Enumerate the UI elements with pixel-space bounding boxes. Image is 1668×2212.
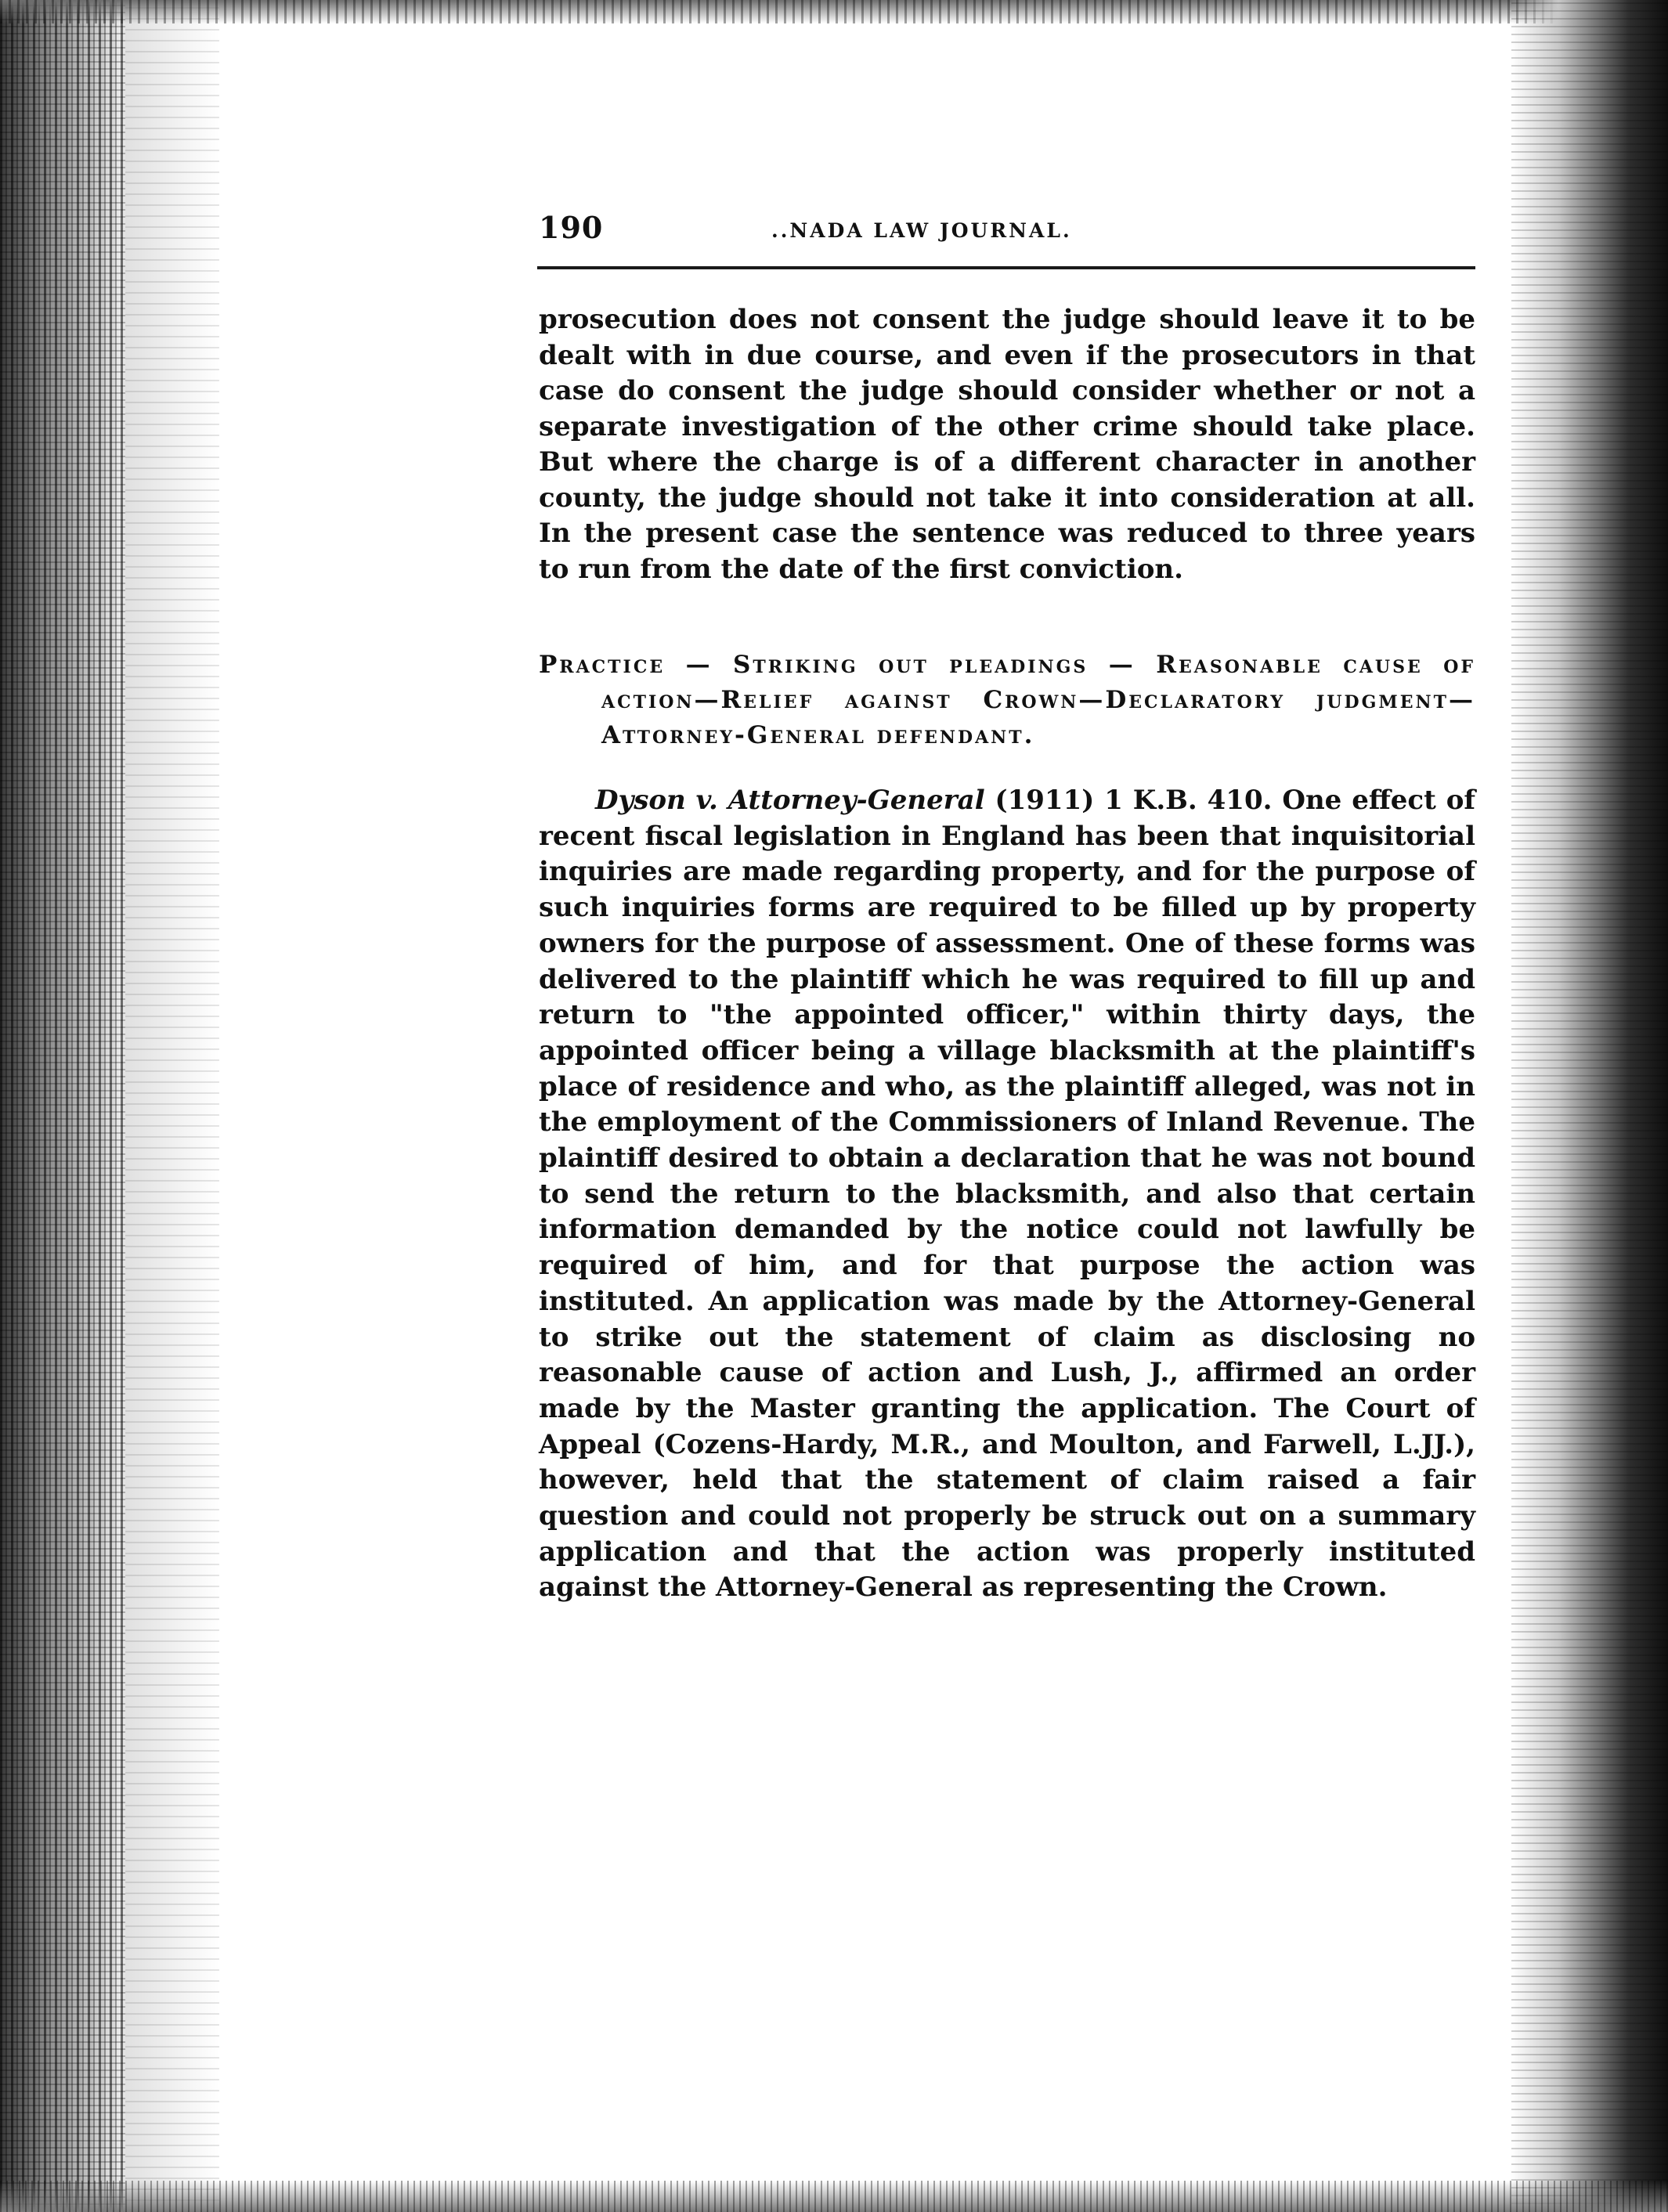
scan-right-shadow	[1511, 0, 1668, 2212]
page-number: 190	[539, 210, 604, 245]
scan-bottom-edge	[0, 2181, 1668, 2212]
paragraph-prosecution: prosecution does not consent the judge should leave it to be dealt with in due course, and even if the prosecutors in that case do consent the judge should consider whether or not a separate investigation of the other crime should take place. But where the charge is of a different character in another county, the judge should not take it into consideration at all. In the present case the sentence was reduced to three years to run from the date of the first conviction.	[539, 304, 1475, 585]
paragraph-dyson-case	[539, 783, 1475, 1606]
scan-left-edge	[0, 0, 125, 2212]
section-heading: Practice — Striking out pleadings — Reasonable cause of action—Relief against Crown—Declaratory judgment—Attorney-General defendant.	[539, 651, 1475, 749]
running-head: ..NADA LAW JOURNAL.	[771, 219, 1072, 242]
case-name: Dyson v. Attorney-General	[595, 785, 985, 816]
case-summary: One effect of recent fiscal legislation in England has been that inquisitorial inquiries are made regarding property, and for the purpose of such inquiries forms are required to be filled up by property owners for the purpose of assessment. One of these forms was delivered to the plaintiff which he was required to fill up and return to "the appointed officer," within thirty days, the appointed officer being a village blacksmith at the plaintiff's place of residence and who, as the plaintiff alleged, was not in the employment of the Commissioners of Inland Revenue. The plaintiff desired to obtain a declaration that he was not bound to send the return to the blacksmith, and also that certain information demanded by the notice could not lawfully be required of him, and for that purpose the action was instituted. An application was made by the Attorney-General to strike out the statement of claim as disclosing no reasonable cause of action and Lush, J., affirmed an order made by the Master granting the application. The Court of Appeal (Cozens-Hardy, M.R., and Moulton, and Farwell, L.JJ.), however, held that the statement of claim raised a fair question and could not properly be struck out on a summary application and that the action was properly instituted against the Attorney-General as representing the Crown.	[539, 785, 1475, 1604]
header-rule	[537, 266, 1475, 269]
scan-top-edge	[0, 0, 1668, 23]
scan-left-shadow	[125, 0, 219, 2212]
case-citation: (1911) 1 K.B. 410.	[984, 785, 1273, 816]
